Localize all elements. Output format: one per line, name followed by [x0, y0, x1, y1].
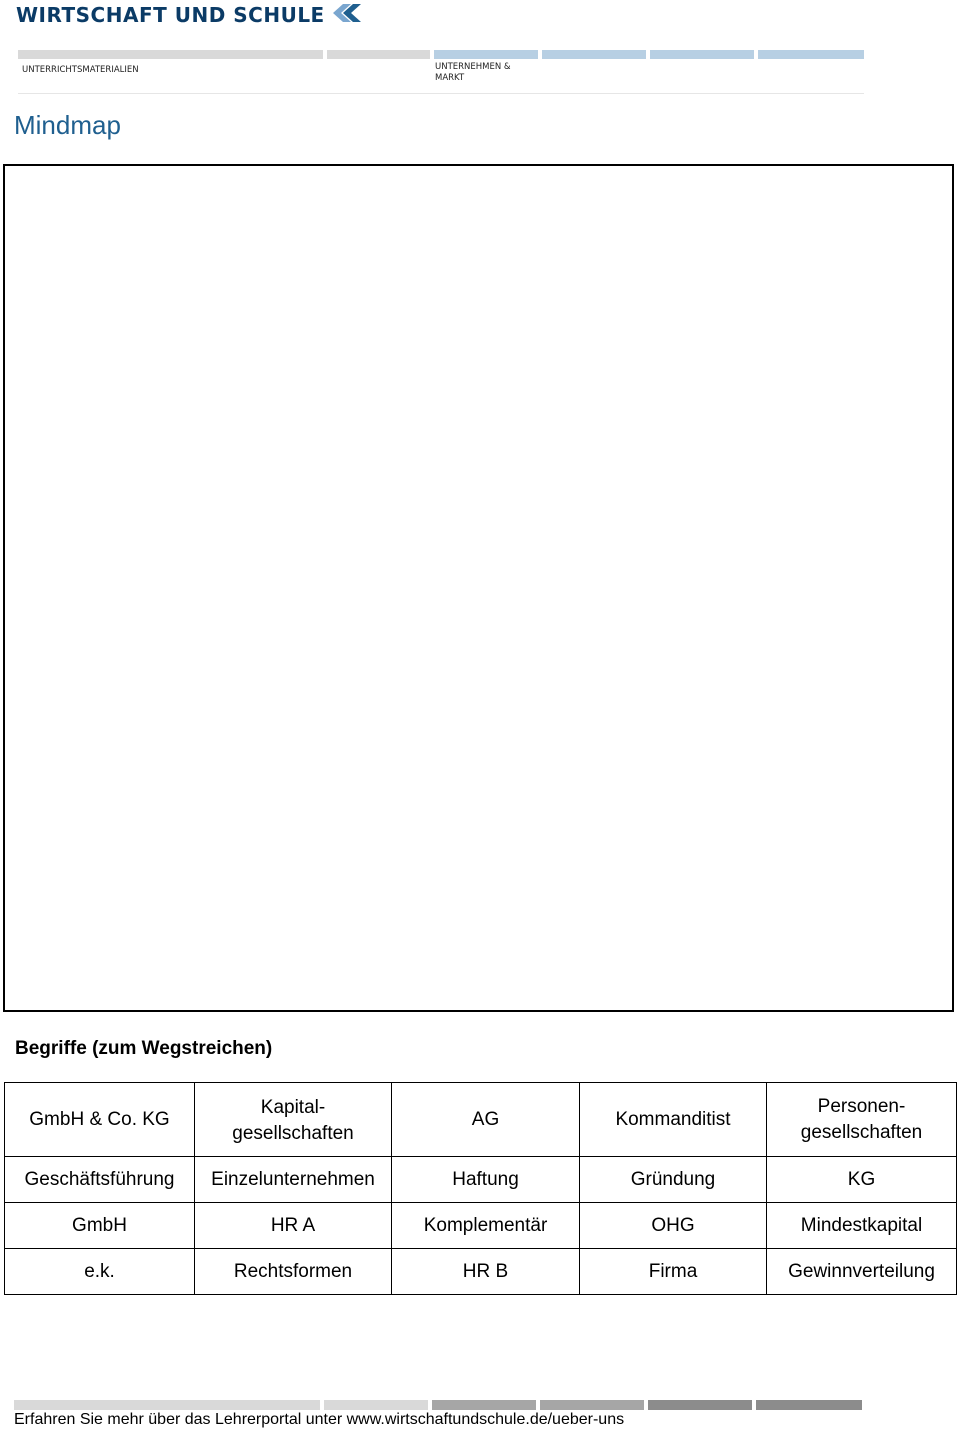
term-cell-line: Personen- [817, 1095, 906, 1117]
term-cell[interactable]: Geschäftsführung [5, 1157, 195, 1203]
term-cell[interactable]: HR A [195, 1203, 392, 1249]
term-cell[interactable]: HR B [392, 1249, 580, 1295]
brand-name: WIRTSCHAFT UND SCHULE [16, 3, 325, 27]
header-category-right-line1: UNTERNEHMEN & [435, 62, 511, 72]
brand-logo [16, 2, 365, 28]
footer-bar-light [14, 1400, 320, 1410]
header-divider [18, 93, 864, 94]
term-cell[interactable]: GmbH [5, 1203, 195, 1249]
table-row [5, 1203, 957, 1249]
term-cell-line: gesellschaften [800, 1121, 923, 1143]
header-bar-blue [434, 50, 538, 59]
term-cell[interactable] [767, 1083, 957, 1157]
header-bar-blue [542, 50, 646, 59]
term-cell[interactable]: OHG [580, 1203, 767, 1249]
double-chevron-logo-icon [331, 2, 365, 29]
header-bar-blue [650, 50, 754, 59]
term-cell[interactable]: Rechtsformen [195, 1249, 392, 1295]
term-cell[interactable]: Gründung [580, 1157, 767, 1203]
header-category-right-line2: MARKT [435, 73, 465, 83]
term-cell-line: Kapital- [260, 1096, 326, 1118]
term-cell[interactable]: Einzelunternehmen [195, 1157, 392, 1203]
footer-bars [14, 1400, 862, 1410]
footer-bar-dark [432, 1400, 536, 1410]
term-cell[interactable]: Komplementär [392, 1203, 580, 1249]
term-cell[interactable]: Mindestkapital [767, 1203, 957, 1249]
term-cell[interactable]: Gewinnverteilung [767, 1249, 957, 1295]
term-cell[interactable]: KG [767, 1157, 957, 1203]
footer-bar-dark [648, 1400, 752, 1410]
header-bars [18, 50, 864, 59]
header-bar-blue [758, 50, 864, 59]
term-cell[interactable]: Firma [580, 1249, 767, 1295]
term-cell-line: gesellschaften [232, 1122, 354, 1144]
table-row [5, 1157, 957, 1203]
footer-bar-dark [540, 1400, 644, 1410]
footer-bar-dark [756, 1400, 862, 1410]
mindmap-drawing-area[interactable] [3, 164, 954, 1012]
footer-bar-light [324, 1400, 428, 1410]
term-cell[interactable] [195, 1083, 392, 1157]
terms-table [4, 1082, 957, 1295]
term-cell[interactable]: Kommanditist [580, 1083, 767, 1157]
footer-text: Erfahren Sie mehr über das Lehrerportal unter www.wirtschaftundschule.de/ueber-uns [14, 1411, 625, 1428]
header-category-right [435, 62, 511, 84]
term-cell[interactable]: AG [392, 1083, 580, 1157]
page-title: Mindmap [14, 110, 121, 140]
term-cell[interactable]: Haftung [392, 1157, 580, 1203]
table-row [5, 1249, 957, 1295]
header-category-left: UNTERRICHTSMATERIALIEN [22, 65, 139, 75]
terms-heading: Begriffe (zum Wegstreichen) [15, 1038, 273, 1059]
header-bar-gray [327, 50, 430, 59]
header-bar-gray [18, 50, 323, 59]
term-cell[interactable]: GmbH & Co. KG [5, 1083, 195, 1157]
table-row [5, 1083, 957, 1157]
term-cell[interactable]: e.k. [5, 1249, 195, 1295]
